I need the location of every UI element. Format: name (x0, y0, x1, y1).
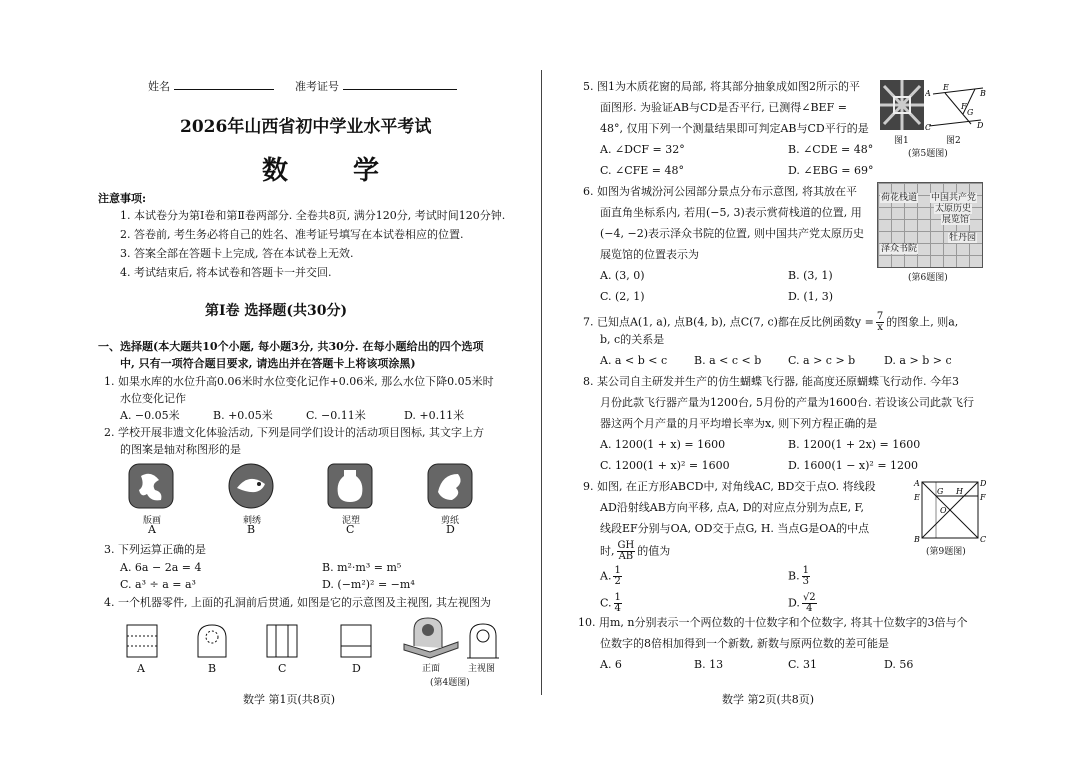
q9-fraction (617, 541, 636, 562)
page-footer-1: 数学 第1页(共8页) (243, 693, 336, 706)
q5-stem-cont: 面图形. 为验证AB与CD是否平行, 已测得∠BEF = (600, 101, 847, 114)
map-label-museum-1: 中国共产党 (931, 193, 977, 203)
q1-stem: 1. 如果水库的水位升高0.06米时水位变化记作+0.06米, 那么水位下降0.05米时 (104, 375, 494, 388)
q9-option-a-letter: A. (600, 569, 612, 583)
q9-option-c-den: 4 (614, 603, 621, 614)
q5-fig1-label: 图1 (894, 136, 909, 146)
q4-main-view-icon (466, 622, 500, 660)
q9-stem-cont: AD沿射线AB方向平移, 点A, D的对应点分别为点E, F, (600, 501, 864, 514)
q7-numerator: 7 (876, 311, 884, 322)
q4-letter-c: C (278, 662, 287, 675)
q4-caption: (第4题图) (430, 678, 470, 688)
q8-stem: 8. 某公司自主研发并生产的仿生蝴蝶飞行器, 能高度还原蝴蝶飞行动作. 今年3 (583, 375, 959, 388)
q8-option-d: D. 1600(1 − x)² = 1200 (788, 459, 919, 472)
map-label-peony-garden: 牡丹园 (949, 233, 977, 243)
clay-vase-icon (326, 462, 374, 510)
q7-fraction (876, 312, 884, 333)
q2-stem-cont: 的图案是轴对称图形的是 (120, 443, 241, 456)
q9-stem: 9. 如图, 在正方形ABCD中, 对角线AC, BD交于点O. 将线段 (583, 480, 876, 493)
q9-stem-cont3 (600, 541, 670, 562)
q2-option-b: B (247, 523, 256, 536)
q9-square-figure (910, 476, 986, 544)
id-blank (343, 79, 457, 90)
q3-option-d: D. (−m²)² = −m⁴ (322, 578, 415, 591)
svg-text:E: E (943, 83, 949, 92)
q9-option-d-num: √2 (802, 592, 816, 603)
notice-item: 2. 答卷前, 考生务必将自己的姓名、准考证号填写在本试卷相应的位置. (120, 228, 464, 241)
q9-option-a-frac (613, 566, 621, 587)
q10-stem: 10. 用m, n分别表示一个两位数的十位数字和个位数字, 将其十位数字的3倍与个 (578, 616, 968, 629)
q5-stem-cont2: 48°, 仅用下列一个测量结果即可判定AB与CD平行的是 (600, 122, 869, 135)
q4-front-label: 正面 (422, 664, 441, 674)
svg-text:C: C (980, 535, 986, 544)
q2-icon-label-c: 泥塑 (342, 516, 361, 526)
svg-text:D: D (980, 479, 986, 488)
q9-option-c (600, 593, 624, 614)
q9-option-a-den: 2 (614, 576, 621, 587)
q10-option-b: B. 13 (694, 658, 724, 671)
q6-stem-cont2: (−4, −2)表示泽众书院的位置, 则中国共产党太原历史 (600, 227, 864, 240)
q2-icon-label-d: 剪纸 (441, 516, 460, 526)
q9-option-b-num: 1 (802, 565, 809, 576)
q6-stem-cont: 面直角坐标系内, 若用(−5, 3)表示赏荷栈道的位置, 用 (600, 206, 862, 219)
q4-letter-b: B (208, 662, 217, 675)
subject-title: 数 学 (262, 156, 408, 186)
q5-fig2-label: 图2 (946, 136, 961, 146)
q6-option-b: B. (3, 1) (788, 269, 833, 282)
q2-icon-label-a: 版画 (143, 516, 162, 526)
q4-letter-a: A (137, 662, 145, 675)
q9-option-c-frac (614, 593, 622, 614)
notice-item: 4. 考试结束后, 将本试卷和答题卡一并交回. (120, 266, 332, 279)
q2-icon-label-b: 刺绣 (243, 516, 262, 526)
q4-view-d (340, 624, 372, 658)
q5-option-d: D. ∠EBG = 69° (788, 164, 874, 177)
q6-caption: (第6题图) (908, 273, 948, 283)
notice-item: 3. 答案全部在答题卡上完成, 答在本试卷上无效. (120, 247, 354, 260)
q4-stem: 4. 一个机器零件, 上面的孔洞前后贯通, 如图是它的示意图及主视图, 其左视图为 (104, 596, 491, 609)
q9-option-d-frac (802, 593, 817, 614)
name-label: 姓名 (148, 80, 170, 93)
q9-option-a-num: 1 (614, 565, 621, 576)
svg-text:H: H (956, 487, 963, 496)
q6-option-c: C. (2, 1) (600, 290, 645, 303)
q2-stem: 2. 学校开展非遗文化体验活动, 下列是同学们设计的活动项目图标, 其文字上方 (104, 426, 484, 439)
map-label-zezhong-academy: 泽众书院 (881, 244, 918, 254)
q3-stem: 3. 下列运算正确的是 (104, 543, 206, 556)
q7-denominator: x (877, 322, 883, 333)
q1-option-d: D. +0.11米 (404, 409, 465, 422)
svg-text:G: G (967, 108, 974, 117)
q9-caption: (第9题图) (926, 547, 966, 557)
section-instructions-cont: 中, 只有一项符合题目要求, 请选出并在答题卡上将该项涂黑) (120, 357, 416, 370)
q5-option-a: A. ∠DCF = 32° (600, 143, 685, 156)
q1-option-c: C. −0.11米 (306, 409, 366, 422)
map-label-museum-2: 太原历史 (935, 204, 972, 214)
q7-stem-b: 的图象上, 则a, (886, 315, 959, 329)
q7-stem (583, 312, 958, 333)
q10-stem-cont: 位数字的8倍相加得到一个新数, 新数与原两位数的差可能是 (600, 637, 889, 650)
q5-option-b: B. ∠CDE = 48° (788, 143, 874, 156)
q5-caption: (第5题图) (908, 149, 948, 159)
map-label-museum-3: 展览馆 (942, 215, 970, 225)
svg-text:B: B (980, 89, 986, 98)
section-instructions: 一、选择题(本大题共10个小题, 每小题3分, 共30分. 在每小题给出的四个选项 (98, 340, 484, 353)
q5-stem: 5. 图1为木质花窗的局部, 将其部分抽象成如图2所示的平 (583, 80, 860, 93)
q9-option-d-letter: D. (788, 596, 800, 610)
q4-main-view-label: 主视图 (468, 664, 496, 674)
q9-option-d (788, 593, 819, 614)
q9-numerator: GH (617, 540, 635, 551)
q8-option-b: B. 1200(1 + 2x) = 1600 (788, 438, 921, 451)
q6-stem-cont3: 展览馆的位置表示为 (600, 248, 699, 261)
q6-stem: 6. 如图为省城汾河公园部分景点分布示意图, 将其放在平 (583, 185, 857, 198)
q2-option-d: D (446, 523, 455, 536)
q7-option-c: C. a > c > b (788, 354, 856, 367)
svg-text:D: D (977, 121, 984, 130)
q4-view-a (126, 624, 158, 658)
map-label-lotus-walkway: 荷花栈道 (881, 193, 918, 203)
q9-stem-b: 的值为 (637, 544, 671, 558)
q9-option-b (788, 566, 812, 587)
svg-text:A: A (914, 479, 920, 488)
q1-stem-cont: 水位变化记作 (120, 392, 186, 405)
name-field (148, 78, 274, 94)
svg-text:G: G (937, 487, 944, 496)
q4-letter-d: D (352, 662, 361, 675)
q9-denominator: AB (618, 551, 634, 562)
q2-option-a: A (148, 523, 156, 536)
q9-option-a (600, 566, 624, 587)
notice-item: 1. 本试卷分为第Ⅰ卷和第Ⅱ卷两部分. 全卷共8页, 满分120分, 考试时间120分钟. (120, 209, 506, 222)
q6-option-a: A. (3, 0) (600, 269, 645, 282)
q3-option-a: A. 6a − 2a = 4 (120, 561, 202, 574)
q10-option-c: C. 31 (788, 658, 818, 671)
q8-stem-cont2: 器这两个月产量的月平均增长率为x, 则下列方程正确的是 (600, 417, 878, 430)
id-field (295, 78, 457, 94)
q5-option-c: C. ∠CFE = 48° (600, 164, 685, 177)
svg-text:E: E (914, 493, 920, 502)
q3-option-b: B. m²·m³ = m⁵ (322, 561, 402, 574)
q9-option-c-num: 1 (614, 592, 621, 603)
name-blank (174, 79, 274, 90)
q8-option-c: C. 1200(1 + x)² = 1600 (600, 459, 730, 472)
q5-geometry-figure (925, 82, 987, 132)
svg-text:C: C (925, 123, 932, 132)
svg-text:F: F (980, 493, 986, 502)
page-divider (541, 70, 542, 695)
q3-option-c: C. a³ ÷ a = a³ (120, 578, 196, 591)
q7-stem-cont: b, c的关系是 (600, 333, 665, 346)
notice-title: 注意事项: (98, 192, 147, 205)
q4-view-b (194, 624, 230, 658)
q1-option-b: B. +0.05米 (213, 409, 273, 422)
window-lattice-photo-icon (880, 80, 924, 130)
exam-title: 2026年山西省初中学业水平考试 (180, 117, 432, 137)
svg-text:F: F (961, 102, 967, 111)
id-label: 准考证号 (295, 80, 339, 93)
q9-option-b-den: 3 (802, 576, 809, 587)
park-map (877, 182, 983, 268)
q6-option-d: D. (1, 3) (788, 290, 833, 303)
q7-option-a: A. a < b < c (600, 354, 668, 367)
embroidery-icon (227, 462, 275, 510)
page-footer-2: 数学 第2页(共8页) (722, 693, 815, 706)
printmaking-icon (127, 462, 175, 510)
q9-stem-cont2: 线段EF分别与OA, OD交于点G, H. 当点G是OA的中点 (600, 522, 870, 535)
q9-option-b-letter: B. (788, 569, 800, 583)
q8-stem-cont: 月份此款飞行器产量为1200台, 5月份的产量为1600台. 若设该公司此款飞行 (600, 396, 974, 409)
q9-stem-a: 时, (600, 544, 615, 558)
q8-option-a: A. 1200(1 + x) = 1600 (600, 438, 726, 451)
q10-option-a: A. 6 (600, 658, 622, 671)
svg-text:O: O (940, 506, 947, 515)
q4-view-c (266, 624, 298, 658)
papercut-icon (426, 462, 474, 510)
q7-option-b: B. a < c < b (694, 354, 762, 367)
q9-option-d-den: 4 (806, 603, 813, 614)
q7-stem-a: 7. 已知点A(1, a), 点B(4, b), 点C(7, c)都在反比例函数y = (583, 315, 874, 329)
svg-text:B: B (914, 535, 920, 544)
section-title: 第Ⅰ卷 选择题(共30分) (205, 303, 348, 319)
q10-option-d: D. 56 (884, 658, 914, 671)
q4-part-3d-icon (400, 614, 462, 662)
q9-option-b-frac (802, 566, 810, 587)
svg-text:A: A (925, 89, 931, 98)
q7-option-d: D. a > b > c (884, 354, 952, 367)
q2-option-c: C (346, 523, 355, 536)
q9-option-c-letter: C. (600, 596, 612, 610)
q1-option-a: A. −0.05米 (120, 409, 180, 422)
